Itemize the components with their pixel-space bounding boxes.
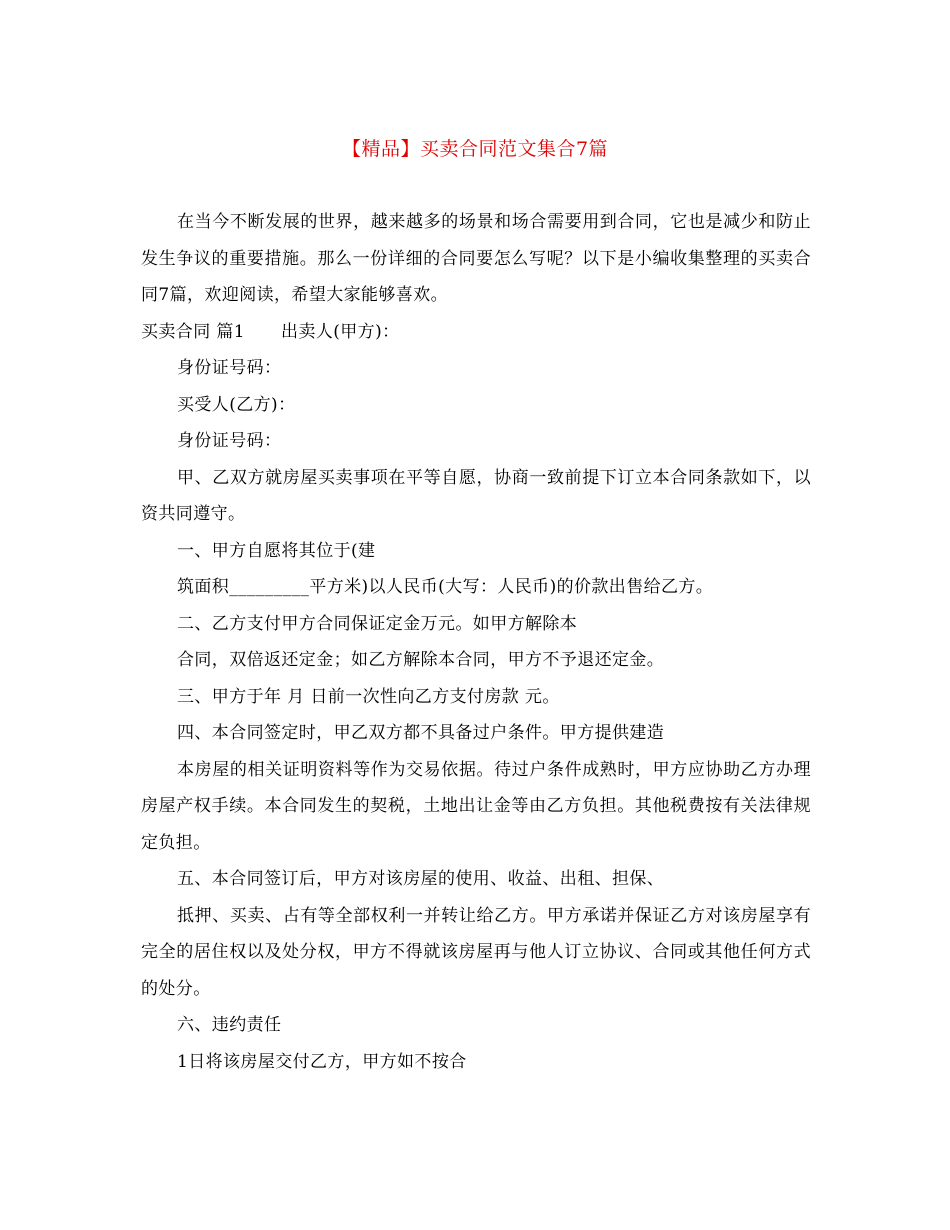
intro-paragraph: 在当今不断发展的世界，越来越多的场景和场合需要用到合同，它也是减少和防止发生争议的重要措施。那么一份详细的合同要怎么写呢？以下是小编收集整理的买卖合同7篇，欢迎阅读，希望大家能够喜欢。 (141, 212, 811, 305)
clause-3: 三、甲方于年 月 日前一次性向乙方支付房款 元。 (177, 686, 560, 707)
clause-1-line-1: 一、甲方自愿将其位于(建 (177, 540, 376, 561)
section-heading-line (141, 314, 811, 351)
section-heading-label: 买卖合同 篇1 (141, 321, 246, 342)
clause-2-line-2: 合同，双倍返还定金；如乙方解除本合同，甲方不予退还定金。 (177, 650, 665, 670)
clause-4-line-1: 四、本合同签定时，甲乙双方都不具备过户条件。甲方提供建造 (177, 723, 665, 743)
clause-5-paragraph: 抵押、买卖、占有等全部权利一并转让给乙方。甲方承诺并保证乙方对该房屋享有完全的居住权以及处分权，甲方不得就该房屋再与他人订立协议、合同或其他任何方式的处分。 (141, 905, 811, 999)
buyer-id-field-label: 身份证号码： (177, 431, 282, 451)
clause-6-heading: 六、违约责任 (177, 1015, 282, 1035)
document-body (141, 204, 811, 1080)
agreement-paragraph: 甲、乙双方就房屋买卖事项在平等自愿，协商一致前提下订立本合同条款如下，以资共同遵守。 (141, 467, 811, 524)
buyer-field-label: 买受人(乙方)： (177, 394, 296, 415)
clause-4-paragraph: 本房屋的相关证明资料等作为交易依据。待过户条件成熟时，甲方应协助乙方办理房屋产权手续。本合同发生的契税，土地出让金等由乙方负担。其他税费按有关法律规定负担。 (141, 759, 811, 853)
clause-2-line-1: 二、乙方支付甲方合同保证定金万元。如甲方解除本 (177, 613, 578, 634)
document-title: 【精品】买卖合同范文集合7篇 (341, 138, 609, 160)
clause-6-item-1: 1日将该房屋交付乙方，甲方如不按合 (177, 1051, 467, 1072)
seller-id-field-label: 身份证号码： (177, 358, 282, 378)
clause-5-line-1: 五、本合同签订后，甲方对该房屋的使用、收益、出租、担保、 (177, 869, 665, 889)
seller-field-label: 出卖人(甲方)： (281, 321, 400, 342)
clause-1-line-2: 筑面积_________平方米)以人民币(大写：人民币)的价款出售给乙方。 (177, 577, 714, 597)
